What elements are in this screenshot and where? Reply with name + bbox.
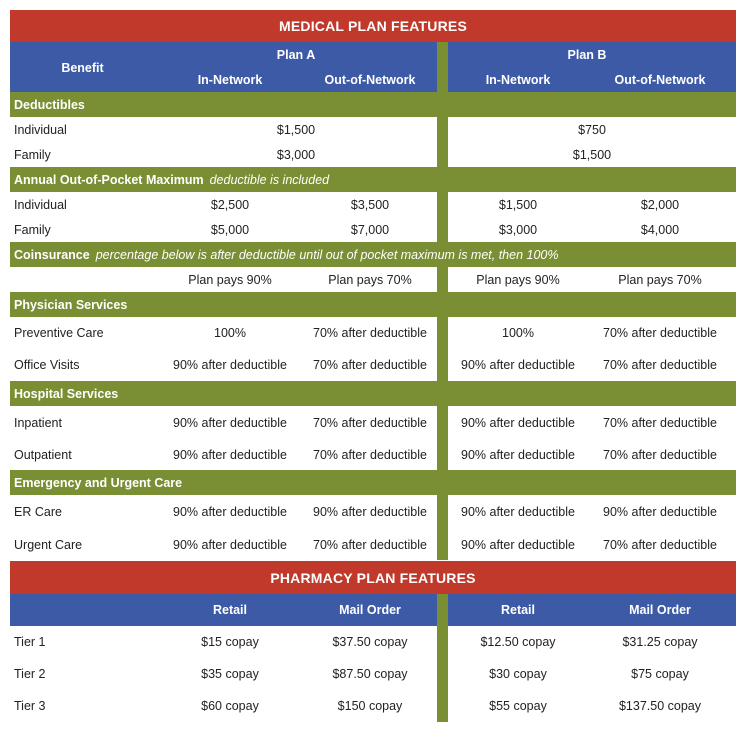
plan-b-in-value: 90% after deductible: [461, 504, 575, 519]
plan-b-out-value: $4,000: [640, 222, 680, 237]
pharmacy-plan-title: PHARMACY PLAN FEATURES: [270, 569, 476, 586]
section-physician-services: [10, 292, 736, 317]
row-label: Tier 2: [14, 667, 46, 681]
plan-b-out-network-header: Out-of-Network: [614, 73, 706, 87]
plan-b-retail-value: $12.50 copay: [480, 635, 556, 649]
table-row: [10, 349, 736, 381]
row-label: Preventive Care: [14, 326, 104, 340]
medical-plan-banner: [10, 10, 736, 42]
section-out-of-pocket: [10, 167, 736, 192]
section-coinsurance: [10, 242, 736, 267]
plan-b-retail-value: $30 copay: [489, 667, 547, 681]
plan-a-out-value: 70% after deductible: [313, 447, 427, 462]
row-label: Office Visits: [14, 358, 80, 372]
plan-b-in-value: $1,500: [498, 197, 538, 212]
plan-b-value: $1,500: [572, 147, 612, 162]
row-label: Family: [14, 222, 51, 237]
table-row: [10, 406, 736, 439]
row-label: ER Care: [14, 504, 62, 519]
section-hospital-services: [10, 381, 736, 406]
plan-b-in-value: 90% after deductible: [461, 447, 575, 462]
pharmacy-header: [10, 594, 736, 626]
plan-b-in-value: 100%: [502, 326, 534, 340]
section-title: Deductibles: [14, 97, 85, 112]
plan-b-retail-header: Retail: [500, 603, 536, 617]
plan-b-out-value: 90% after deductible: [603, 504, 717, 519]
plan-b-in-value: 90% after deductible: [461, 537, 575, 552]
plan-a-in-value: 90% after deductible: [173, 537, 287, 552]
table-row: [10, 528, 736, 561]
section-emergency-urgent-care: [10, 470, 736, 495]
table-row: [10, 690, 736, 722]
plan-a-in-value: $2,500: [210, 197, 250, 212]
row-label: Individual: [14, 197, 67, 212]
section-title: Emergency and Urgent Care: [14, 475, 183, 490]
table-row: [10, 626, 736, 658]
plan-a-in-value: Plan pays 90%: [188, 272, 272, 287]
medical-header: [10, 42, 736, 92]
row-label: Individual: [14, 122, 67, 137]
plan-b-mail-value: $75 copay: [631, 667, 689, 681]
plan-a-in-value: 90% after deductible: [173, 358, 287, 372]
section-note: deductible is included: [209, 172, 330, 187]
plan-a-value: $1,500: [276, 122, 316, 137]
row-label: Urgent Care: [14, 537, 83, 552]
plan-a-in-network-header: In-Network: [197, 73, 263, 87]
plan-a-retail-value: $35 copay: [201, 667, 259, 681]
table-row: [10, 217, 736, 242]
plan-b-out-value: 70% after deductible: [603, 537, 717, 552]
plan-b-in-value: 90% after deductible: [461, 415, 575, 430]
plan-b-out-value: Plan pays 70%: [618, 272, 702, 287]
plan-b-mail-value: $137.50 copay: [618, 699, 701, 713]
section-title: Annual Out-of-Pocket Maximum: [14, 172, 204, 187]
plan-b-out-value: 70% after deductible: [603, 447, 717, 462]
table-row: [10, 192, 736, 217]
table-row: [10, 658, 736, 690]
plan-b-in-value: Plan pays 90%: [476, 272, 560, 287]
plan-a-mail-header: Mail Order: [339, 603, 401, 617]
plan-a-in-value: 90% after deductible: [173, 415, 287, 430]
plan-b-out-value: 70% after deductible: [603, 358, 717, 372]
table-row: [10, 495, 736, 528]
plan-a-in-value: 90% after deductible: [173, 447, 287, 462]
plan-b-retail-value: $55 copay: [489, 699, 547, 713]
plan-a-out-network-header: Out-of-Network: [324, 73, 416, 87]
section-note: percentage below is after deductible until out of pocket maximum is met, then 100%: [95, 247, 559, 262]
section-title: Coinsurance: [14, 247, 90, 262]
table-row: [10, 317, 736, 349]
plan-b-in-network-header: In-Network: [485, 73, 551, 87]
row-label: Inpatient: [14, 415, 62, 430]
plan-a-header: Plan A: [276, 48, 316, 62]
plan-b-mail-header: Mail Order: [629, 603, 691, 617]
section-title: Physician Services: [14, 297, 128, 312]
plan-a-out-value: 70% after deductible: [313, 537, 427, 552]
plan-a-out-value: 90% after deductible: [313, 504, 427, 519]
plan-a-out-value: Plan pays 70%: [328, 272, 412, 287]
plan-a-retail-header: Retail: [212, 603, 248, 617]
section-title: Hospital Services: [14, 386, 119, 401]
row-label: Family: [14, 147, 51, 162]
row-label: Tier 3: [14, 699, 46, 713]
plan-b-in-value: 90% after deductible: [461, 358, 575, 372]
plan-a-mail-value: $37.50 copay: [332, 635, 408, 649]
pharmacy-plan-banner: [10, 561, 736, 594]
row-label: Tier 1: [14, 635, 46, 649]
plan-a-in-value: 90% after deductible: [173, 504, 287, 519]
plan-b-out-value: 70% after deductible: [603, 326, 717, 340]
plan-a-value: $3,000: [276, 147, 316, 162]
plan-a-out-value: $3,500: [350, 197, 390, 212]
benefit-header: Benefit: [61, 61, 104, 75]
table-row: [10, 439, 736, 470]
plan-a-in-value: $5,000: [210, 222, 250, 237]
plan-a-in-value: 100%: [214, 326, 246, 340]
table-row: [10, 142, 736, 167]
plan-b-value: $750: [578, 122, 606, 137]
plan-a-mail-value: $87.50 copay: [332, 667, 408, 681]
plan-b-out-value: $2,000: [640, 197, 680, 212]
plan-b-mail-value: $31.25 copay: [622, 635, 698, 649]
plan-a-retail-value: $15 copay: [201, 635, 259, 649]
plan-a-mail-value: $150 copay: [337, 699, 403, 713]
table-row: [10, 267, 736, 292]
plan-b-out-value: 70% after deductible: [603, 415, 717, 430]
plan-a-out-value: 70% after deductible: [313, 415, 427, 430]
row-label: Outpatient: [14, 447, 72, 462]
plan-a-out-value: 70% after deductible: [313, 358, 427, 372]
plan-a-retail-value: $60 copay: [201, 699, 259, 713]
plan-a-out-value: 70% after deductible: [313, 326, 427, 340]
plan-b-header: Plan B: [567, 48, 607, 62]
section-deductibles: [10, 92, 736, 117]
plan-b-in-value: $3,000: [498, 222, 538, 237]
table-row: [10, 117, 736, 142]
medical-plan-title: MEDICAL PLAN FEATURES: [278, 18, 468, 34]
plan-a-out-value: $7,000: [350, 222, 390, 237]
